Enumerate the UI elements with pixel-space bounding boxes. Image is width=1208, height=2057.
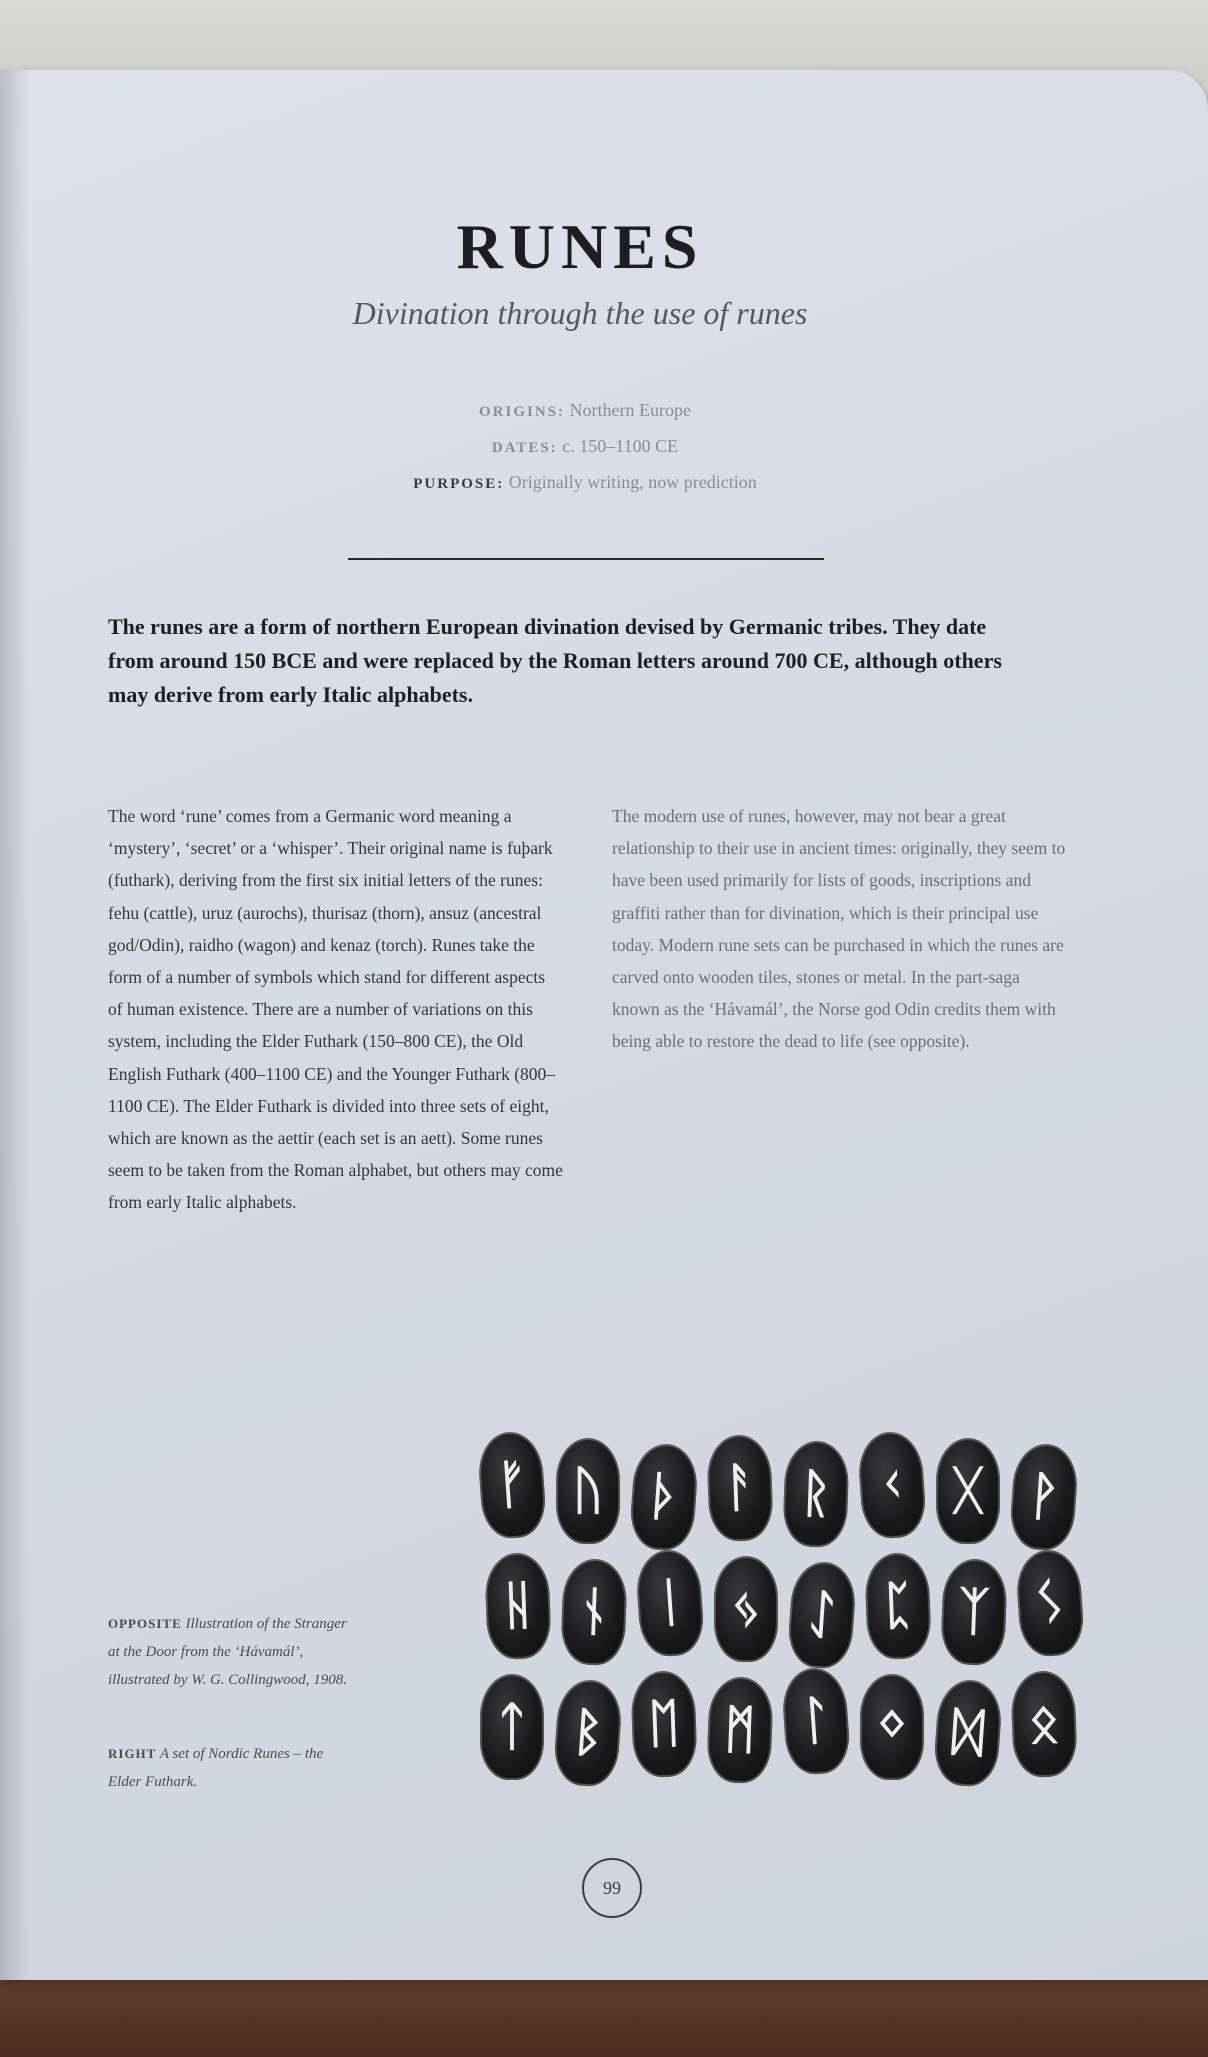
- rune-stone: [786, 1560, 857, 1670]
- rune-glyph: ᚢ: [572, 1461, 604, 1521]
- rune-stone: [1008, 1442, 1079, 1552]
- dates-label: DATES:: [491, 440, 558, 456]
- rune-glyph: ᚲ: [874, 1453, 910, 1517]
- origins-value: Northern Europe: [569, 400, 691, 420]
- page-number: 99: [582, 1858, 642, 1918]
- page-title: RUNES: [456, 211, 704, 282]
- rune-stone: [560, 1558, 628, 1666]
- rune-stone: [714, 1556, 778, 1662]
- rune-stone: [860, 1674, 924, 1780]
- rune-glyph: ᚠ: [494, 1453, 530, 1517]
- rune-stone: [484, 1552, 552, 1660]
- purpose-value: Originally writing, now prediction: [508, 472, 757, 492]
- rune-stone: [782, 1440, 850, 1548]
- purpose-label: PURPOSE:: [413, 476, 505, 492]
- rune-glyph: ᛞ: [950, 1701, 986, 1765]
- caption-right: [108, 1740, 358, 1796]
- rune-glyph: ᛃ: [730, 1579, 762, 1639]
- divider-rule: [348, 558, 824, 560]
- rune-glyph: ᚱ: [799, 1463, 833, 1525]
- rune-glyph: ᚾ: [577, 1581, 611, 1643]
- rune-stone: [630, 1670, 698, 1778]
- rune-stone: [940, 1558, 1008, 1666]
- rune-glyph: ᛊ: [1032, 1571, 1068, 1635]
- rune-glyph: ᛟ: [1027, 1693, 1061, 1755]
- rune-glyph: ᛚ: [798, 1689, 834, 1753]
- origins-line: [0, 400, 1170, 421]
- rune-stone: [864, 1552, 932, 1660]
- rune-stone: [556, 1438, 620, 1544]
- caption-opposite-label: OPPOSITE: [108, 1616, 182, 1631]
- rune-stone: [706, 1676, 774, 1784]
- rune-glyph: ᛁ: [652, 1571, 688, 1635]
- rune-stones-image: [480, 1438, 1120, 1808]
- dates-line: [0, 436, 1170, 457]
- rune-stone: [628, 1442, 699, 1552]
- rune-glyph: ᛇ: [804, 1583, 840, 1647]
- rune-stone: [1010, 1670, 1078, 1778]
- rune-stone: [476, 1430, 547, 1540]
- caption-right-text: A set of Nordic Runes – the Elder Futhark.: [108, 1746, 324, 1790]
- rune-glyph: ᚺ: [501, 1575, 535, 1637]
- rune-stone: [552, 1678, 623, 1788]
- rune-stone: [480, 1674, 544, 1780]
- rune-glyph: ᚷ: [952, 1461, 984, 1521]
- rune-glyph: ᛖ: [647, 1693, 681, 1755]
- body-column-right: The modern use of runes, however, may not bear a great relationship to their use in ancient times: originally, they seem to have been used primarily for lists of goods, inscriptions and graffiti rather than for divination, which is their principal use today. Modern rune sets can be purchased in which the runes are carved onto wooden tiles, stones or metal. In the part-saga known as the ‘Hávamál’, the Norse god Odin credits them with being able to restore the dead to life (see opposite).: [612, 806, 1066, 1052]
- dates-value: c. 150–1100 CE: [562, 436, 679, 456]
- rune-stone: [932, 1678, 1003, 1788]
- lead-paragraph: The runes are a form of northern European divination devised by Germanic tribes. They date from around 150 BCE and were replaced by the Roman letters around 700 CE, although others may derive from early Italic alphabets.: [108, 614, 1002, 707]
- body-column-left: The word ‘rune’ comes from a Germanic word meaning a ‘mystery’, ‘secret’ or a ‘whisper’. Their original name is fuþark (futhark), deriving from the first six initial letters of the runes: fehu (cattle), uruz (aurochs), thurisaz (thorn), ansuz (ancestral god/Odin), raidho (wagon) and kenaz (torch). Runes take the form of a number of symbols which stand for different aspects of human existence. There are a number of variations on this system, including the Elder Futhark (150–800 CE), the Old English Futhark (400–1100 CE) and the Younger Futhark (800–1100 CE). The Elder Futhark is divided into three sets of eight, which are known as the aettir (each set is an aett). Some runes seem to be taken from the Roman alphabet, but others may come from early Italic alphabets.: [108, 806, 563, 1213]
- rune-stone: [706, 1434, 774, 1542]
- rune-stone: [1014, 1548, 1085, 1658]
- caption-opposite: [108, 1610, 358, 1694]
- rune-glyph: ᛏ: [496, 1697, 528, 1757]
- rune-glyph: ᛗ: [723, 1699, 757, 1761]
- rune-glyph: ᛉ: [957, 1581, 991, 1643]
- purpose-line: [0, 472, 1170, 493]
- page-gutter-shadow: [0, 70, 30, 1980]
- rune-glyph: ᚨ: [723, 1457, 757, 1519]
- rune-glyph: ᚦ: [646, 1465, 682, 1529]
- rune-stone: [780, 1666, 851, 1776]
- rune-glyph: ᛜ: [876, 1697, 908, 1757]
- rune-stone: [856, 1430, 927, 1540]
- caption-right-label: RIGHT: [108, 1746, 157, 1761]
- rune-stone: [936, 1438, 1000, 1544]
- page-subtitle: Divination through the use of runes: [352, 295, 808, 331]
- rune-glyph: ᛒ: [570, 1701, 606, 1765]
- rune-glyph: ᛈ: [881, 1575, 915, 1637]
- origins-label: ORIGINS:: [479, 404, 566, 420]
- rune-stone: [634, 1548, 705, 1658]
- caption-opposite-text: Illustration of the Stranger at the Door from the ‘Hávamál’, illustrated by W. G. Collingwood, 1908.: [108, 1616, 348, 1688]
- rune-glyph: ᚹ: [1026, 1465, 1062, 1529]
